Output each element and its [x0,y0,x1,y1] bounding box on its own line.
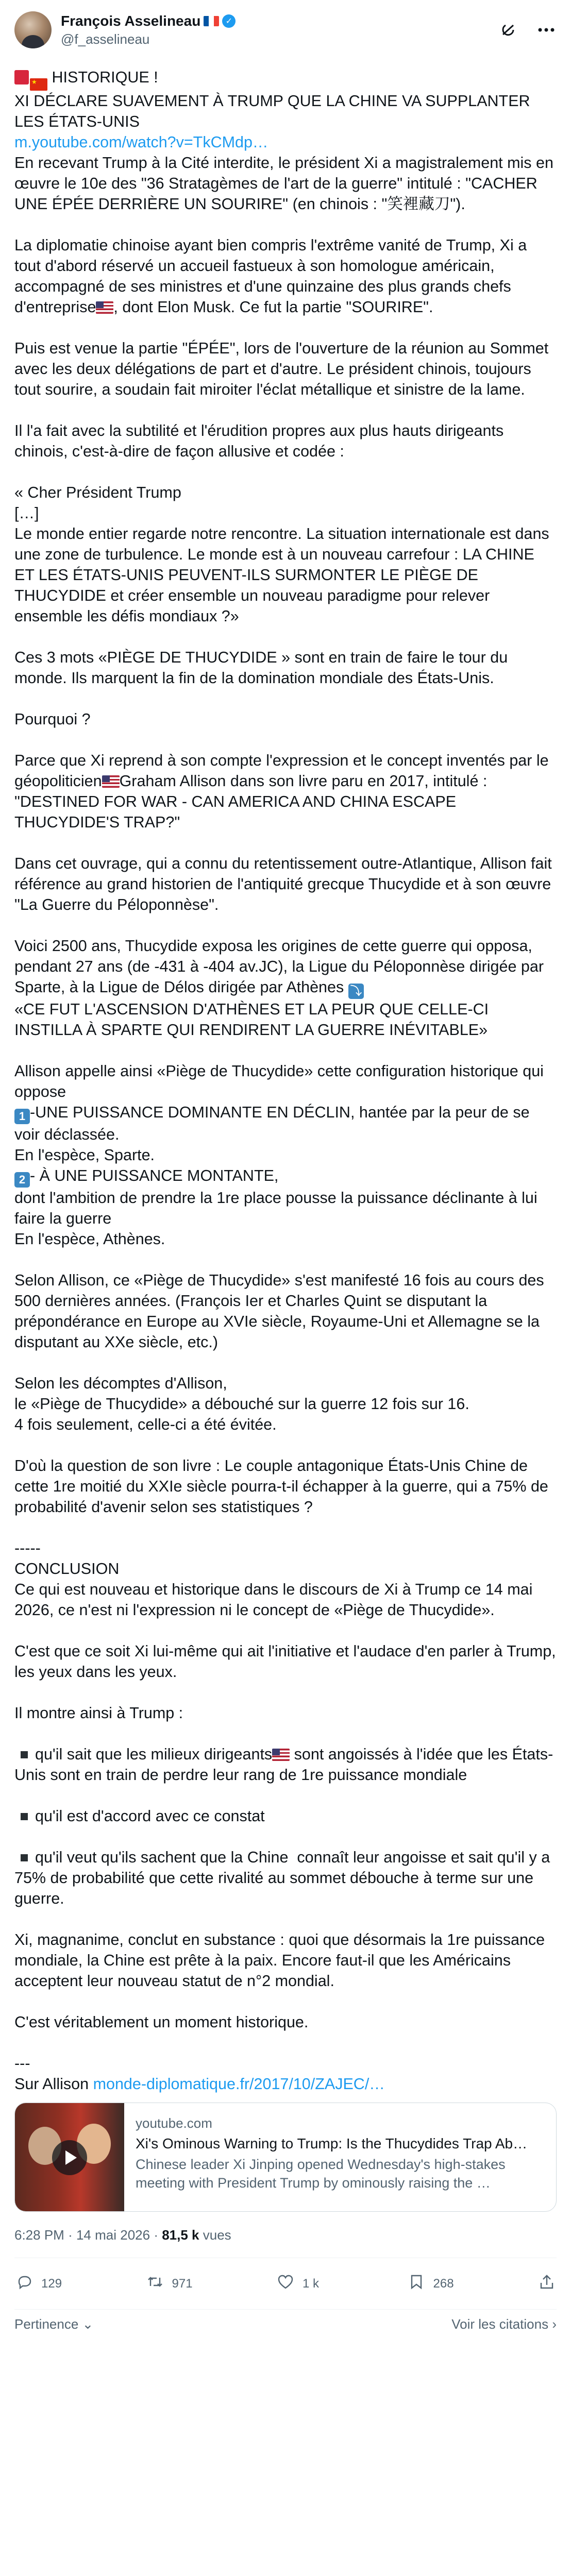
author-handle[interactable]: @f_asselineau [61,31,150,47]
tweet-paragraph: C'est que ce soit Xi lui-même qui ait l'initiative et l'audace d'en parler à Trump, les yeux dans les yeux. [14,1642,561,1681]
tweet-text [14,67,561,2094]
list-item: 2 - À UNE PUISSANCE MONTANTE, dont l'ambition de prendre la 1re place pousse la puissance déclinante à lui faire la guerre En l'espèce, Athènes. [14,1167,538,1248]
headline: HISTORIQUE ! [52,69,158,86]
views-label: vues [203,2227,231,2243]
us-flag-icon [102,775,120,788]
card-body [124,2103,556,2211]
card-title: Xi's Ominous Warning to Trump: Is the Thucydides Trap Ab… [136,2136,528,2151]
reply-icon [14,2274,34,2294]
tweet-paragraph: XI DÉCLARE SUAVEMENT À TRUMP QUE LA CHINE VA SUPPLANTER LES ÉTATS-UNIS [14,92,535,130]
list-item: 1 -UNE PUISSANCE DOMINANTE EN DÉCLIN, hantée par la peur de se voir déclassée. En l'espèce, Sparte. [14,1104,530,1164]
france-flag-icon [204,16,219,26]
repost-count: 971 [172,2276,193,2291]
bullet-icon [21,1751,28,1758]
tweet-paragraph: C'est véritablement un moment historique. [14,2013,309,2031]
reply-button[interactable] [14,2274,145,2294]
tweet-paragraph: Parce que Xi reprend à son compte l'expression et le concept inventés par le géopoliticien Graham Allison dans son livre paru en 2017, intitulé : "DESTINED FOR WAR - CAN AMERICA AND CHINA ESCAPE THUCYDIDE'S TRAP?" [14,752,553,831]
reply-count: 129 [41,2276,62,2291]
tweet-paragraph: Allison appelle ainsi «Piège de Thucydide» cette configuration historique qui oppose [14,1062,548,1100]
heart-icon [276,2274,295,2294]
author-name[interactable]: François Asselineau [61,12,201,29]
view-count: 81,5 k [162,2227,199,2243]
tweet-paragraph: D'où la question de son livre : Le couple antagonique États-Unis Chine de cette 1re moitié du XXIe siècle pourra-t-il échapper à la guerre, qui a 75% de probabilité d'avenir selon ses statistiques ? [14,1457,553,1516]
share-button[interactable] [537,2274,557,2294]
youtube-link[interactable]: m.youtube.com/watch?v=TkCMdp… [14,133,268,151]
action-bar [14,2258,557,2310]
separator-text: --- [14,2055,30,2072]
monde-diplomatique-link[interactable]: monde-diplomatique.fr/2017/10/ZAJEC/… [93,2075,385,2093]
tweet-paragraph: Puis est venue la partie "ÉPÉE", lors de l'ouverture de la réunion au Sommet avec les deux délégations de part et d'autre. Le président chinois, toujours tout sourire, a soudain fait miroiter l'éclat métallique et sinistre de la lame. [14,340,553,398]
keycap-one-icon: 1 [14,1109,30,1124]
verified-badge-icon: ✓ [222,14,236,28]
tweet-paragraph: Xi, magnanime, conclut en substance : quoi que désormais la 1re puissance mondiale, la Chine est prête à la paix. Encore faut-il que les Américains acceptent leur nouveau statut de n°2 mondial. [14,1931,549,1990]
header-actions [498,20,557,40]
alarm-icon [14,70,29,84]
arrow-down-icon: ⤵ [348,984,364,999]
tweet-paragraph: Sur Allison monde-diplomatique.fr/2017/10/ZAJEC/… [14,2075,385,2093]
quote-paragraph: « Cher Président Trump […] Le monde entier regarde notre rencontre. La situation internationale est dans une zone de turbulence. Le monde est à un nouveau carrefour : LA CHINE ET LES ÉTATS-UNIS PEUVENT-ILS SURMONTER LE PIÈGE DE THUCYDIDE et créer ensemble un nouveau paradigme pour relever ensemble les défis mondiaux ?» [14,484,549,625]
list-item: qu'il veut qu'ils sachent que la Chine connaît leur angoisse et sait qu'il y a 75% de probabilité que cette rivalité au sommet débouche à terme sur une guerre. [14,1849,555,1907]
tweet-paragraph: Il l'a fait avec la subtilité et l'érudition propres aux plus hauts dirigeants chinois, c'est-à-dire de façon allusive et codée : [14,422,508,460]
share-icon [537,2274,557,2294]
bookmark-button[interactable] [407,2274,538,2294]
tweet-paragraph: Pourquoi ? [14,710,91,728]
bookmark-count: 268 [433,2276,454,2291]
tweet-meta: 6:28 PM · 14 mai 2026 · 81,5 k vues [14,2227,557,2258]
conclusion-paragraph: ----- CONCLUSION Ce qui est nouveau et historique dans le discours de Xi à Trump ce 14 mai 2026, ce n'est ni l'expression ni le concept de «Piège de Thucydide». [14,1539,533,1619]
sort-relevance-dropdown[interactable]: Pertinence ⌄ [14,2316,94,2332]
tweet-paragraph [14,67,557,91]
chevron-right-icon: › [552,2316,557,2332]
tweet-paragraph: En recevant Trump à la Cité interdite, le président Xi a magistralement mis en œuvre le 10e des "36 Stratagèmes de l'art de la guerre" intitulé : "CACHER UNE ÉPÉE DERRIÈRE UN SOURIRE" (en chinois : "笑裡藏刀"). [14,154,558,213]
tweet-paragraph: Selon les décomptes d'Allison, le «Piège de Thucydide» a débouché sur la guerre 12 fois sur 16. 4 fois seulement, celle-ci a été évitée. [14,1375,469,1433]
tweet-header [14,0,557,56]
tweet-paragraph: «CE FUT L'ASCENSION D'ATHÈNES ET LA PEUR QUE CELLE-CI INSTILLA À SPARTE QUI RENDIRENT LA GUERRE INÉVITABLE» [14,1001,493,1039]
tweet-paragraph: Ces 3 mots «PIÈGE DE THUCYDIDE » sont en train de faire le tour du monde. Ils marquent la fin de la domination mondiale des États-Unis. [14,649,512,687]
us-flag-icon [96,301,113,314]
view-quotes-link[interactable]: Voir les citations › [451,2316,557,2332]
card-domain: youtube.com [136,2115,212,2131]
tweet-date[interactable]: 14 mai 2026 [76,2227,150,2243]
tweet-time[interactable]: 6:28 PM [14,2227,64,2243]
tweet-paragraph: Voici 2500 ans, Thucydide exposa les origines de cette guerre qui opposa, pendant 27 ans (de -431 à -404 av.JC), la Ligue du Péloponnèse dirigée par Sparte, à la Ligue de Délos dirigée par Athènes ⤵ [14,936,557,999]
like-button[interactable] [276,2274,407,2294]
repost-button[interactable] [145,2274,276,2294]
link-preview-card[interactable] [14,2103,557,2212]
china-flag-icon: ★ [30,78,47,91]
chevron-down-icon: ⌄ [82,2316,94,2332]
video-thumbnail[interactable] [15,2103,124,2211]
grok-icon[interactable] [498,20,518,40]
bullet-icon [21,1813,28,1820]
list-item: qu'il est d'accord avec ce constat [14,1806,557,1826]
bullet-icon [21,1854,28,1861]
avatar[interactable] [14,11,52,48]
like-count: 1 k [303,2276,320,2291]
tweet-paragraph: Dans cet ouvrage, qui a connu du retentissement outre-Atlantique, Allison fait référence au grand historien de l'antiquité grecque Thucydide et à son œuvre "La Guerre du Péloponnèse". [14,855,557,913]
play-icon[interactable] [52,2140,87,2175]
tweet-paragraph: Il montre ainsi à Trump : [14,1704,183,1722]
bookmark-icon [407,2274,426,2294]
repost-icon [145,2274,165,2294]
more-icon[interactable] [536,20,557,40]
keycap-two-icon: 2 [14,1172,30,1188]
tweet-paragraph: La diplomatie chinoise ayant bien compris l'extrême vanité de Trump, Xi a tout d'abord réservé un accueil fastueux à son homologue américain, accompagné de ses ministres et d'une quinzaine des plus grands chefs d'entreprise , dont Elon Musk. Ce fut la partie "SOURIRE". [14,236,531,316]
us-flag-icon [272,1749,290,1761]
author-block [61,13,498,47]
replies-footer [14,2310,557,2338]
list-item: qu'il sait que les milieux dirigeants sont angoissés à l'idée que les États-Unis sont en train de perdre leur rang de 1re puissance mondiale [14,1745,553,1784]
card-description: Chinese leader Xi Jinping opened Wednesday's high-stakes meeting with President Trump by ominously raising the … [136,2157,506,2191]
author-name-row[interactable] [61,13,498,29]
tweet-paragraph: Selon Allison, ce «Piège de Thucydide» s'est manifesté 16 fois au cours des 500 dernières années. (François Ier et Charles Quint se disputant la prépondérance en Europe au XVIe siècle, Royaume-Uni et Allemagne se la disputant au XXe siècle, etc.) [14,1272,549,1351]
